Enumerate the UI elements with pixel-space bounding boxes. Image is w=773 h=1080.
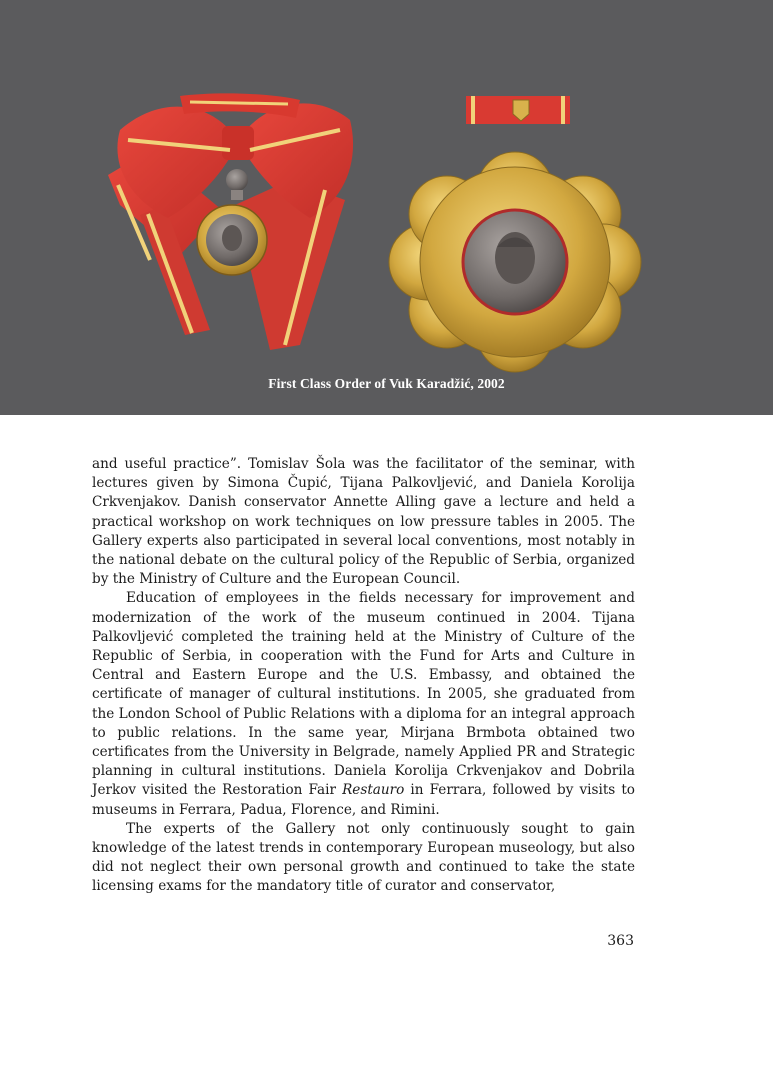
- paragraph-text: The experts of the Gallery not only continuously sought to gain knowledge of the latest trends in contemporary European museology, but also did not neglect their own personal growth and continued to take the state licensing exams for the mandatory title of curator and conservator,: [92, 820, 635, 895]
- paragraph: [92, 455, 635, 589]
- order-star-medal: [389, 152, 641, 372]
- paragraph: [92, 589, 635, 819]
- paragraph-text: in Ferrara, followed by visits to museums in Ferrara, Padua, Florence, and Rimini.: [92, 782, 635, 818]
- order-medal-illustration: [0, 0, 773, 415]
- italic-title: Restauro: [342, 782, 405, 799]
- paragraph-text: and useful practice”. Tomislav Šola was the facilitator of the seminar, with lectures given by Simona Čupić, Tijana Palkovljević, and Daniela Korolija Crkvenjakov. Danish conservator Annette Alling gave a lecture and held a practical workshop on work techniques on low pressure tables in 2005. The Gallery experts also participated in several local conventions, most notably in the national debate on the cultural policy of the Republic of Serbia, organized by the Ministry of Culture and the European Council.: [92, 456, 635, 588]
- body-text: [92, 455, 635, 897]
- paragraph-text: Education of employees in the fields necessary for improvement and modernization of the work of the museum continued in 2004. Tijana Palkovljević completed the training held at the Ministry of Culture of the Republic of Serbia, in cooperation with the Fund for Arts and Culture in Central and Eastern Europe and the U.S. Embassy, and obtained the certificate of manager of cultural institutions. In 2005, she graduated from the London School of Public Relations with a diploma for an integral approach to public relations. In the same year, Mirjana Brmbota obtained two certificates from the University in Belgrade, namely Applied PR and Strategic planning in cultural institutions. Daniela Korolija Crkvenjakov and Dobrila Jerkov visited the Restoration Fair: [92, 590, 635, 799]
- page-number: 363: [607, 933, 634, 949]
- paragraph: [92, 820, 635, 897]
- photo-figure: [0, 0, 773, 415]
- ribbon-bar: [466, 96, 570, 124]
- figure-caption: First Class Order of Vuk Karadžić, 2002: [268, 376, 505, 391]
